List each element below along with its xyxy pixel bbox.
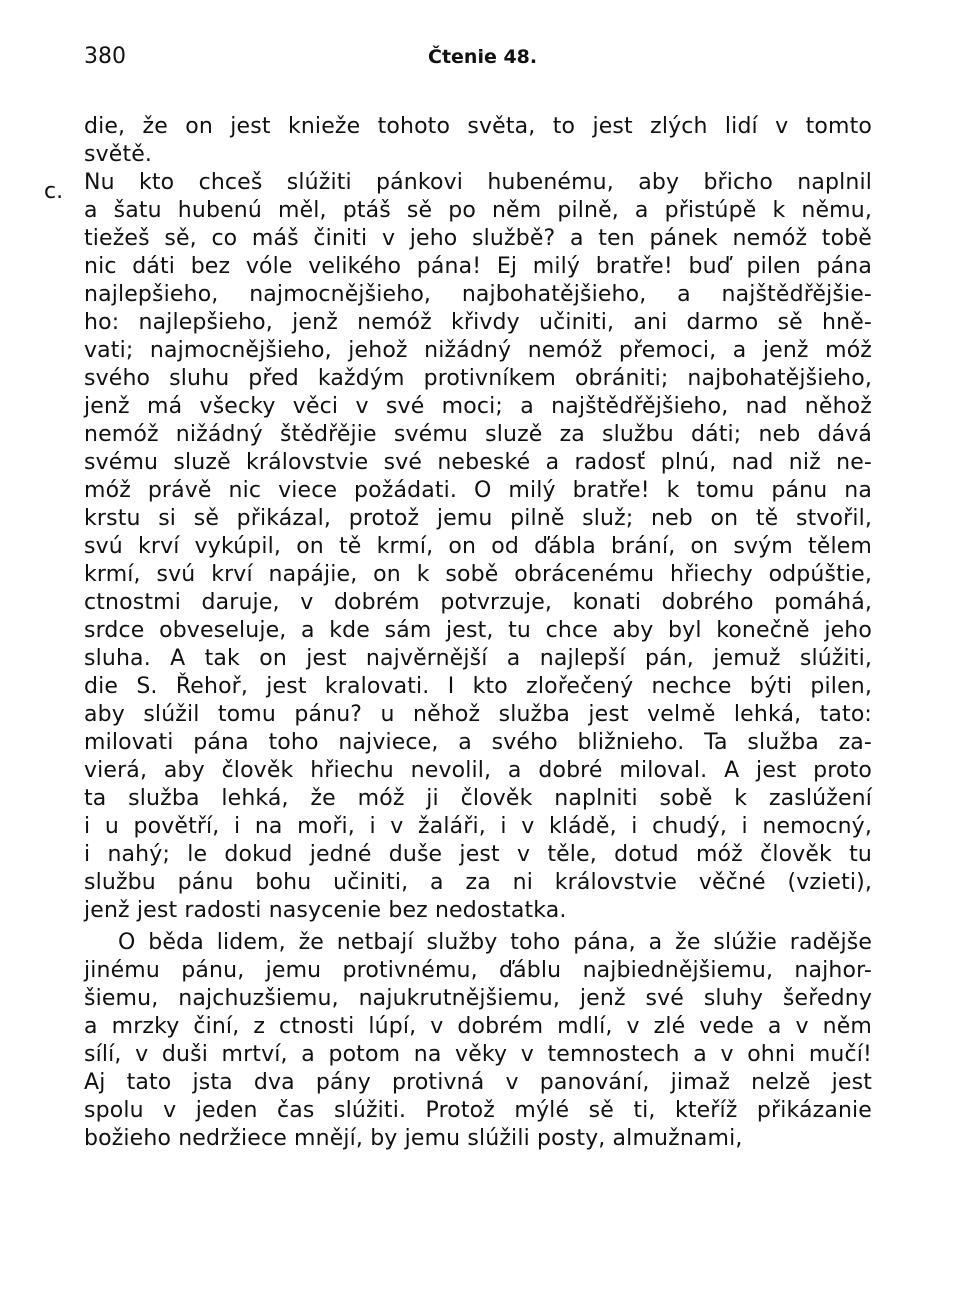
text-line: O běda lidem, že netbají služby toho pána, a že slúžie radějše <box>118 930 872 955</box>
text-line: najlepšieho, najmocnějšieho, najbohatějšieho, a najštědřějšie- <box>84 282 872 307</box>
text-line: vati; najmocnějšieho, jehož nižádný nemóž přemoci, a jenž móž <box>84 338 872 363</box>
text-line: sluha. A tak on jest najvěrnější a najlepší pán, jemuž slúžiti, <box>84 646 872 671</box>
text-line: jenž jest radosti nasycenie bez nedostatka. <box>84 898 567 923</box>
text-line: a mrzky činí, z ctnosti lúpí, v dobrém mdlí, v zlé vede a v něm <box>84 1014 872 1039</box>
text-line: srdce obveseluje, a kde sám jest, tu chce aby byl konečně jeho <box>84 618 872 643</box>
text-line: božieho nedržiece mnějí, by jemu slúžili posty, almužnami, <box>84 1126 743 1151</box>
text-body <box>84 113 872 1153</box>
text-line: krmí, svú krví napájie, on k sobě obrácenému hřiechy odpúštie, <box>84 562 872 587</box>
text-line: aby slúžil tomu pánu? u něhož služba jest velmě lehká, tato: <box>84 702 872 727</box>
text-line: sílí, v duši mrtví, a potom na věky v temnostech a v ohni mučí! <box>84 1042 872 1067</box>
text-line: nic dáti bez vóle velikého pána! Ej milý bratře! buď pilen pána <box>84 254 872 279</box>
paragraph <box>84 169 872 925</box>
text-line: tiežeš sě, co máš činiti v jeho službě? a ten pánek nemóž tobě <box>84 226 872 251</box>
text-line: die S. Řehoř, jest kralovati. I kto zlořečený nechce býti pilen, <box>84 674 872 699</box>
text-line: ta služba lehká, že móž ji člověk naplniti sobě k zaslúžení <box>84 786 872 811</box>
text-line: spolu v jeden čas slúžiti. Protož mýlé sě ti, kteříž přikázanie <box>84 1098 872 1123</box>
paragraph <box>84 929 872 1153</box>
margin-marker: c. <box>44 179 64 204</box>
text-line: světě. <box>84 142 153 167</box>
text-line: šiemu, najchuzšiemu, najukrutnějšiemu, jenž své sluhy šeředny <box>84 986 872 1011</box>
text-line: vierá, aby člověk hřiechu nevolil, a dobré miloval. A jest proto <box>84 758 872 783</box>
text-line: i u povětří, i na moři, i v žaláři, i v kládě, i chudý, i nemocný, <box>84 814 872 839</box>
text-line: službu pánu bohu učiniti, a za ni královstvie věčné (vzieti), <box>84 870 872 895</box>
text-line: svého sluhu před každým protivníkem obrániti; najbohatějšieho, <box>84 366 872 391</box>
page-header <box>84 44 874 76</box>
text-line: svému sluzě královstvie své nebeské a radosť plnú, nad niž ne- <box>84 450 872 475</box>
text-line: krstu si sě přikázal, protož jemu pilně služ; neb on tě stvořil, <box>84 506 872 531</box>
text-line: ctnostmi daruje, v dobrém potvrzuje, konati dobrého pomáhá, <box>84 590 872 615</box>
text-line: die, že on jest knieže tohoto světa, to jest zlých lidí v tomto <box>84 114 872 139</box>
text-line: móž právě nic viece požádati. O milý bratře! k tomu pánu na <box>84 478 872 503</box>
text-line: milovati pána toho najviece, a svého bližnieho. Ta služba za- <box>84 730 872 755</box>
running-head: Čtenie 48. <box>428 46 538 68</box>
text-line: a šatu hubenú měl, ptáš sě po něm pilně, a přistúpě k němu, <box>84 198 872 223</box>
text-line: svú krví vykúpil, on tě krmí, on od ďábla brání, on svým tělem <box>84 534 872 559</box>
text-line: i nahý; le dokud jedné duše jest v těle, dotud móž člověk tu <box>84 842 872 867</box>
text-line: jenž má všecky věci v své moci; a najštědřějšieho, nad něhož <box>84 394 872 419</box>
paragraph <box>84 113 872 169</box>
text-line: jinému pánu, jemu protivnému, ďáblu najbiednějšiemu, najhor- <box>84 958 872 983</box>
text-line: Nu kto chceš slúžiti pánkovi hubenému, aby břicho naplnil <box>84 170 872 195</box>
page-number: 380 <box>84 44 126 69</box>
text-line: Aj tato jsta dva pány protivná v panování, jimaž nelzě jest <box>84 1070 872 1095</box>
text-line: nemóž nižádný štědřějie svému sluzě za službu dáti; neb dává <box>84 422 872 447</box>
text-line: ho: najlepšieho, jenž nemóž křivdy učiniti, ani darmo sě hně- <box>84 310 872 335</box>
